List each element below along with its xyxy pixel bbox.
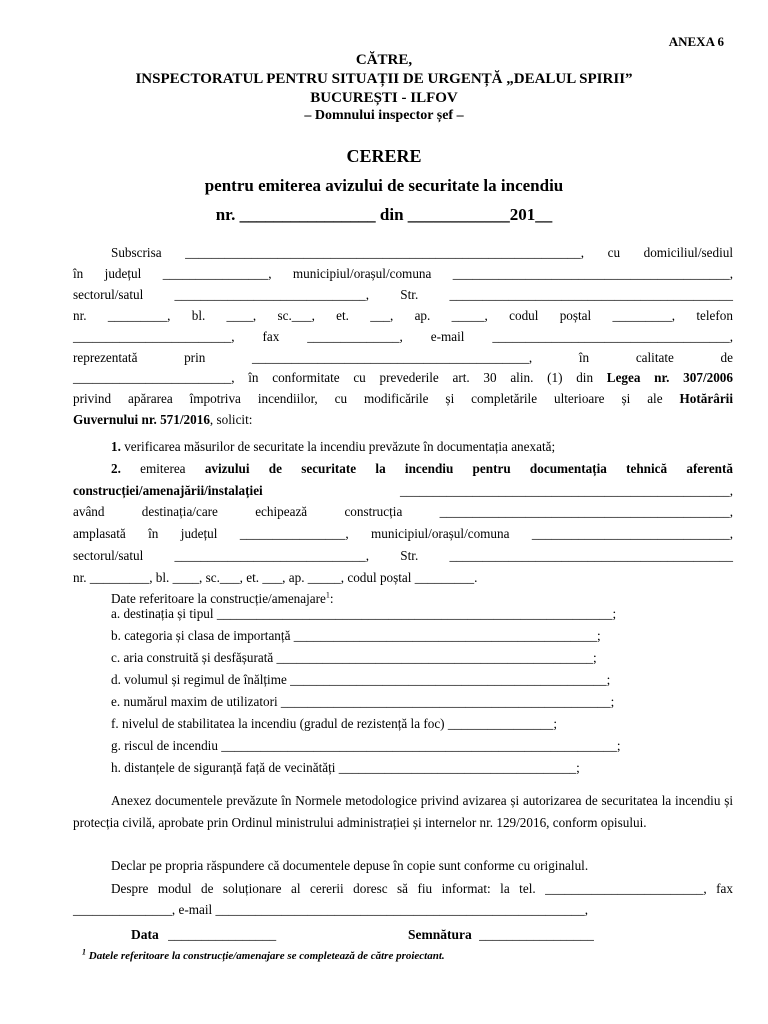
construction-field-d: d. volumul și regimul de înălțime ________________________________________________; bbox=[111, 672, 611, 687]
construction-line: construcției/amenajării/instalației __________________________________________________, bbox=[73, 483, 733, 498]
law-line: ________________________, în conformitate cu prevederile art. 30 alin. (1) din Legea nr. 307/2006 bbox=[73, 370, 733, 385]
gov-line: privind apărarea împotriva incendiilor, cu modificările și completările ulterioare și ale Hotărârii bbox=[73, 391, 733, 406]
applicant-line: Subscrisa ____________________________________________________________, cu domiciliul/sediul bbox=[111, 245, 733, 260]
county-line: în județul ________________, municipiul/orașul/comuna __________________________________________, bbox=[73, 266, 733, 281]
signature-label: Semnătura bbox=[408, 927, 472, 942]
document-subtitle: pentru emiterea avizului de securitate la incendiu bbox=[204, 176, 564, 195]
signature-field bbox=[408, 927, 594, 943]
construction-field-h: h. distanțele de siguranță față de vecinătăți ____________________________________; bbox=[111, 760, 580, 775]
construction-field-f: f. nivelul de stabilitatea la incendiu (gradul de rezistență la foc) ________________; bbox=[111, 716, 558, 731]
footnote bbox=[82, 947, 445, 962]
recipient-city: BUCUREȘTI - ILFOV bbox=[310, 90, 458, 106]
document-title: CERERE bbox=[346, 146, 422, 166]
construction-field-g: g. riscul de incendiu ____________________________________________________________; bbox=[111, 738, 621, 753]
destination-line: având destinația/care echipează construcția ____________________________________________, bbox=[73, 504, 733, 519]
location-county-line: amplasată în județul ________________, municipiul/orașul/comuna ______________________________, bbox=[73, 526, 733, 541]
declaration-line: Declar pe propria răspundere că documentele depuse în copie sunt conforme cu originalul. bbox=[111, 858, 589, 873]
construction-field-a: a. destinația și tipul ____________________________________________________________; bbox=[111, 606, 617, 621]
recipient-institution: INSPECTORATUL PENTRU SITUAȚII DE URGENȚĂ „DEALUL SPIRII” bbox=[135, 71, 633, 87]
contact-email-line: _______________, e-mail ________________________________________________________, bbox=[73, 902, 589, 917]
solicit-line: Guvernului nr. 571/2016, solicit: bbox=[73, 412, 253, 427]
sector-line: sectorul/satul _____________________________, Str. ___________________________________________ bbox=[73, 287, 733, 302]
footnote-text: Datele referitoare la construcție/amenajare se completează de către proiectant. bbox=[86, 950, 445, 962]
date-signature-field bbox=[131, 927, 276, 943]
document-number-line: nr. ________________ din ____________201__ bbox=[215, 205, 553, 224]
contact-line: Despre modul de soluționare al cererii doresc să fiu informat: la tel. ________________________, fax bbox=[111, 881, 733, 896]
fax-email-line: ________________________, fax ______________, e-mail ____________________________________, bbox=[73, 329, 733, 344]
recipient-to: CĂTRE, bbox=[355, 52, 413, 68]
request-item-1: 1. verificarea măsurilor de securitate la incendiu prevăzute în documentația anexată; bbox=[111, 439, 556, 454]
location-number-line: nr. _________, bl. ____, sc.___, et. ___, ap. _____, codul poștal _________. bbox=[73, 570, 478, 585]
annex-label: ANEXA 6 bbox=[668, 34, 724, 49]
representative-line: reprezentată prin __________________________________________, în calitate de bbox=[73, 350, 733, 365]
number-phone-line: nr. _________, bl. ____, sc.___, et. ___, ap. _____, codul poștal _________, telefon bbox=[73, 308, 733, 323]
date-blank: ________________ bbox=[168, 927, 277, 942]
signature-blank: _________________ bbox=[479, 927, 594, 942]
footnote-mark: 1 bbox=[82, 947, 86, 957]
construction-field-b: b. categoria și clasa de importanță ______________________________________________; bbox=[111, 628, 601, 643]
annex-documents-paragraph: Anexez documentele prevăzute în Normele metodologice privind avizarea și autorizarea de securitatea la incendiu și protecția civilă, aprobate prin Ordinul ministrului administrației și internelor nr. 129/2016, conform opisului. bbox=[73, 793, 733, 830]
date-label: Data bbox=[131, 927, 159, 942]
construction-data-heading: Date referitoare la construcție/amenajare$^1$: bbox=[111, 590, 334, 606]
request-item-2: 2. emiterea avizului de securitate la incendiu pentru documentația tehnică aferentă bbox=[111, 461, 733, 476]
construction-field-e: e. numărul maxim de utilizatori __________________________________________________; bbox=[111, 694, 615, 709]
construction-field-c: c. aria construită și desfășurată ________________________________________________; bbox=[111, 650, 597, 665]
location-sector-line: sectorul/satul _____________________________, Str. ___________________________________________ bbox=[73, 548, 733, 563]
recipient-addressee: – Domnului inspector șef – bbox=[304, 108, 464, 123]
